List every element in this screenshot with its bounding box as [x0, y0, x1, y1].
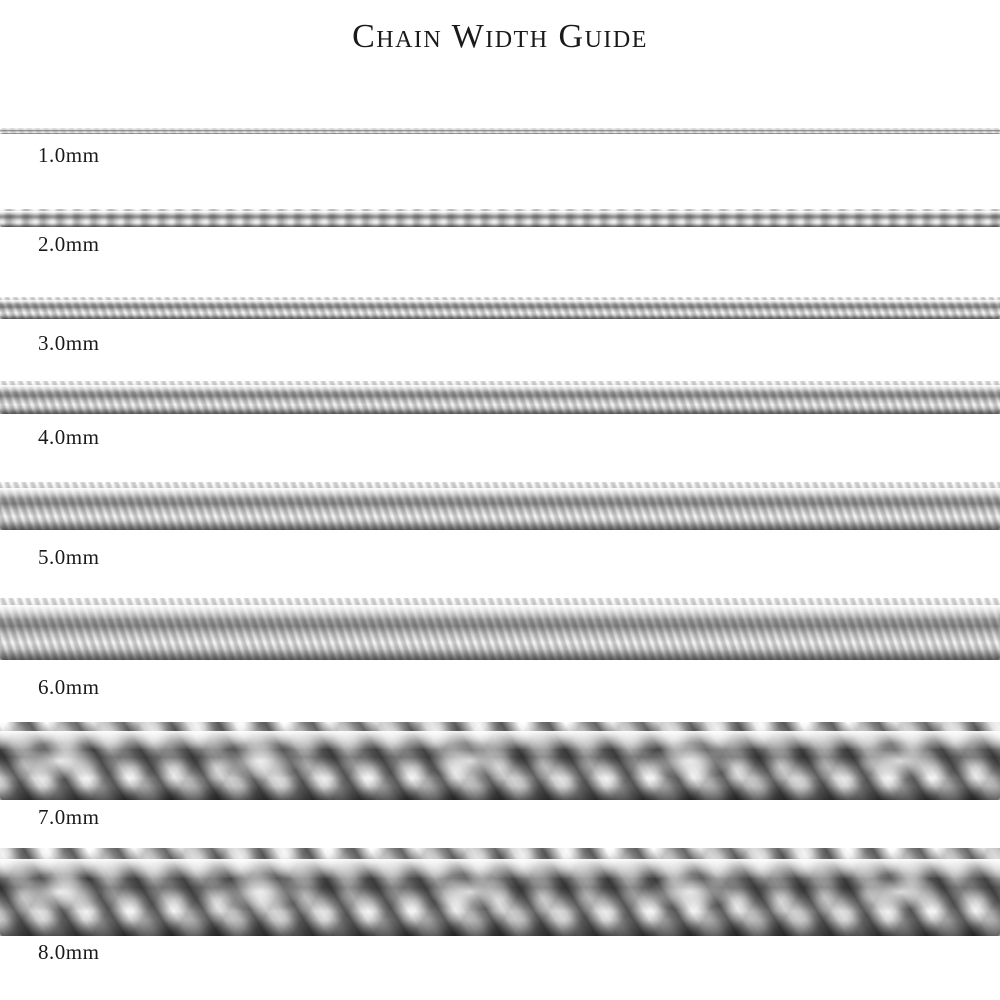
chain-width-label: 1.0mm	[38, 143, 100, 167]
chain-sample-snake	[0, 598, 1000, 660]
chain-shadow	[0, 920, 1000, 936]
chain-sheen	[0, 300, 1000, 305]
chain-sheen	[0, 605, 1000, 619]
chain-sheen	[0, 211, 1000, 215]
chain-sample-snake	[0, 381, 1000, 414]
chain-width-label: 5.0mm	[38, 545, 100, 569]
chain-sample-box	[0, 128, 1000, 134]
chain-width-label: 6.0mm	[38, 675, 100, 699]
chain-sheen	[0, 731, 1000, 748]
chain-sample-rope	[0, 722, 1000, 800]
chain-sheen	[0, 129, 1000, 130]
chain-shadow	[0, 224, 1000, 227]
chain-sample-bead	[0, 209, 1000, 227]
chain-shadow	[0, 315, 1000, 319]
chain-width-label: 2.0mm	[38, 232, 100, 256]
chain-width-label: 3.0mm	[38, 331, 100, 355]
chain-shadow	[0, 521, 1000, 530]
page-title: Chain Width Guide	[352, 18, 648, 55]
chain-width-label: 8.0mm	[38, 940, 100, 964]
chain-sheen	[0, 385, 1000, 392]
chain-shadow	[0, 408, 1000, 414]
chain-width-label: 7.0mm	[38, 805, 100, 829]
chain-shadow	[0, 133, 1000, 134]
chain-sheen	[0, 488, 1000, 499]
chain-sample-snake	[0, 297, 1000, 319]
chain-shadow	[0, 649, 1000, 660]
chain-sheen	[0, 859, 1000, 878]
chain-sample-snake	[0, 482, 1000, 530]
chain-width-label: 4.0mm	[38, 425, 100, 449]
chain-sample-rope	[0, 848, 1000, 936]
chain-shadow	[0, 786, 1000, 800]
